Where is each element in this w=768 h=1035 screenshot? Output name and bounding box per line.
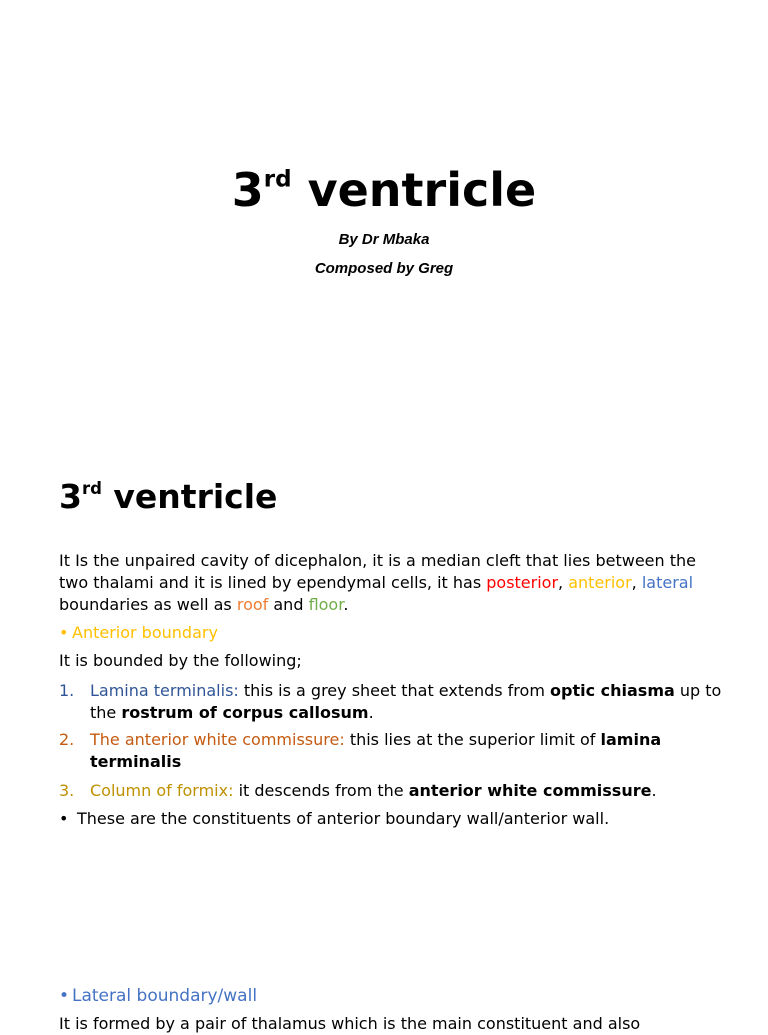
constituents-bullet <box>59 808 609 830</box>
author-line: By Dr Mbaka <box>338 231 430 248</box>
lateral-boundary-text: Lateral boundary/wall <box>72 986 258 1006</box>
item-line-1 <box>90 680 722 702</box>
item-label: The anterior white commissure: <box>90 730 345 749</box>
item-line-2 <box>90 702 719 724</box>
section-title-word: ventricle <box>101 477 278 516</box>
lateral-term: lateral <box>641 573 694 592</box>
bullet-icon: • <box>59 623 69 642</box>
title-superscript: rd <box>263 166 292 193</box>
intro-line-2-text: two thalami and it is lined by ependymal cells, it has <box>59 573 487 592</box>
intro-period: . <box>343 595 349 614</box>
title-word: ventricle <box>291 163 537 217</box>
comma-2: , <box>631 573 642 592</box>
section-title <box>59 475 277 519</box>
and-word: and <box>268 595 309 614</box>
item-bold-2: rostrum of corpus callosum <box>121 703 369 722</box>
comma-1: , <box>558 573 569 592</box>
item-number: 3. <box>59 781 75 800</box>
list-item <box>59 780 719 802</box>
cutoff-line: It is formed by a pair of thalamus which is the main constituent and also <box>59 1014 641 1033</box>
lateral-boundary-heading <box>59 985 257 1007</box>
list-item <box>59 729 719 773</box>
bullet-icon: • <box>59 986 70 1006</box>
item-line-2-end: . <box>368 703 374 722</box>
item-bold-2: terminalis <box>90 752 182 771</box>
item-bold: optic chiasma <box>550 681 675 700</box>
intro-paragraph <box>59 550 719 616</box>
section-title-superscript: rd <box>81 478 102 498</box>
item-bold: anterior white commissure <box>408 781 652 800</box>
intro-line-3-text: boundaries as well as <box>59 595 237 614</box>
intro-line-3 <box>59 594 719 616</box>
item-label: Column of formix: <box>90 781 234 800</box>
bullet-icon: • <box>59 809 69 828</box>
item-line-1 <box>90 780 719 802</box>
item-text-end: up to <box>674 681 722 700</box>
anterior-term: anterior <box>568 573 632 592</box>
item-text: this lies at the superior limit of <box>344 730 601 749</box>
title-number: 3 <box>231 163 264 217</box>
item-number: 2. <box>59 730 75 749</box>
item-text-end: . <box>651 781 657 800</box>
constituents-text: These are the constituents of anterior boundary wall/anterior wall. <box>77 809 610 828</box>
item-line-1 <box>90 729 719 751</box>
section-title-number: 3 <box>59 477 82 516</box>
item-text: this is a grey sheet that extends from <box>238 681 550 700</box>
item-line-2 <box>90 751 719 773</box>
posterior-term: posterior <box>486 573 559 592</box>
list-item <box>59 680 722 724</box>
anterior-boundary-text: Anterior boundary <box>72 623 218 642</box>
item-bold: lamina <box>600 730 662 749</box>
item-line-2-start: the <box>90 703 122 722</box>
item-number: 1. <box>59 681 75 700</box>
roof-term: roof <box>236 595 269 614</box>
intro-line-2 <box>59 572 719 594</box>
lead-text: It is bounded by the following; <box>59 651 302 670</box>
item-text: it descends from the <box>233 781 409 800</box>
item-label: Lamina terminalis: <box>90 681 239 700</box>
anterior-boundary-heading <box>59 622 218 644</box>
floor-term: floor <box>308 595 344 614</box>
composer-line: Composed by Greg <box>314 260 454 277</box>
intro-line-1: It Is the unpaired cavity of dicephalon, it is a median cleft that lies between the <box>59 551 696 570</box>
document-title <box>0 160 768 220</box>
